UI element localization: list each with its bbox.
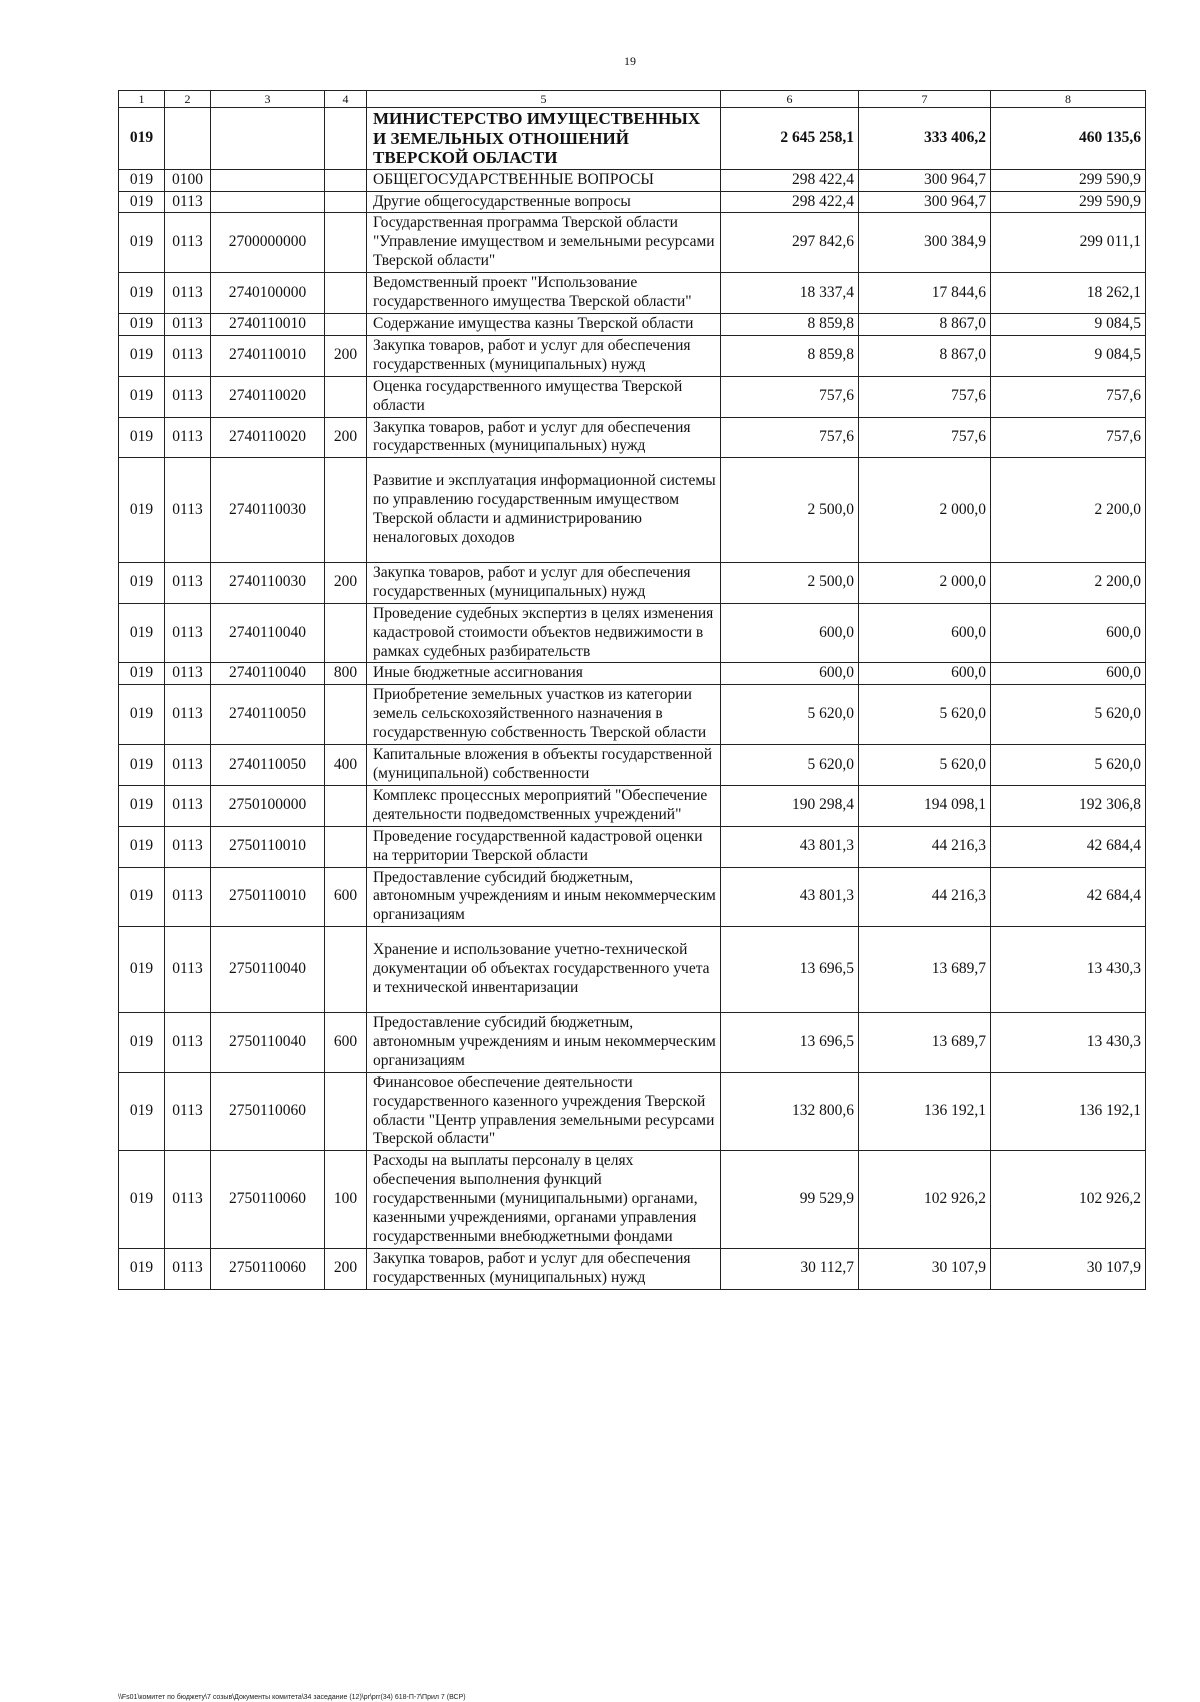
header-row [119, 91, 1146, 108]
cell-amount-year3: 757,6 [991, 376, 1146, 417]
cell-department-code: 019 [119, 1151, 165, 1249]
cell-section-code: 0113 [165, 313, 211, 335]
cell-section-code: 0113 [165, 1012, 211, 1072]
cell-expense-type [325, 213, 367, 273]
table-row [119, 273, 1146, 314]
table-row [119, 108, 1146, 170]
cell-amount-year3: 2 200,0 [991, 458, 1146, 563]
cell-section-code: 0113 [165, 273, 211, 314]
table-row [119, 169, 1146, 191]
header-cell: 4 [325, 91, 367, 108]
cell-section-code: 0113 [165, 663, 211, 685]
cell-amount-year1: 600,0 [721, 663, 859, 685]
cell-description: Расходы на выплаты персоналу в целях обеспечения выполнения функций государственными (муниципальными) органами, казенными учреждениями, органами управления государственными внебюджетными фондами [367, 1151, 721, 1249]
cell-amount-year1: 13 696,5 [721, 927, 859, 1013]
cell-amount-year1: 30 112,7 [721, 1248, 859, 1289]
cell-amount-year3: 460 135,6 [991, 108, 1146, 170]
cell-target-article [211, 169, 325, 191]
cell-section-code: 0113 [165, 335, 211, 376]
cell-amount-year1: 5 620,0 [721, 745, 859, 786]
cell-department-code: 019 [119, 685, 165, 745]
cell-amount-year2: 600,0 [859, 663, 991, 685]
cell-department-code: 019 [119, 927, 165, 1013]
table-row [119, 376, 1146, 417]
cell-description: МИНИСТЕРСТВО ИМУЩЕСТВЕННЫХ И ЗЕМЕЛЬНЫХ ОТНОШЕНИЙ ТВЕРСКОЙ ОБЛАСТИ [367, 108, 721, 170]
cell-department-code: 019 [119, 603, 165, 663]
table-row [119, 685, 1146, 745]
cell-description: Развитие и эксплуатация информационной системы по управлению государственным имуществом Тверской области и администрированию неналоговых доходов [367, 458, 721, 563]
cell-amount-year3: 9 084,5 [991, 335, 1146, 376]
cell-department-code: 019 [119, 169, 165, 191]
cell-amount-year3: 42 684,4 [991, 826, 1146, 867]
cell-section-code: 0113 [165, 458, 211, 563]
cell-amount-year1: 297 842,6 [721, 213, 859, 273]
cell-department-code: 019 [119, 663, 165, 685]
cell-description: Предоставление субсидий бюджетным, автономным учреждениям и иным некоммерческим организациям [367, 1012, 721, 1072]
cell-amount-year2: 5 620,0 [859, 685, 991, 745]
cell-amount-year1: 757,6 [721, 417, 859, 458]
cell-amount-year2: 44 216,3 [859, 867, 991, 927]
cell-amount-year2: 300 964,7 [859, 191, 991, 213]
cell-expense-type [325, 603, 367, 663]
cell-target-article: 2750110060 [211, 1072, 325, 1151]
cell-amount-year3: 9 084,5 [991, 313, 1146, 335]
cell-amount-year2: 300 384,9 [859, 213, 991, 273]
header-cell: 5 [367, 91, 721, 108]
cell-amount-year2: 13 689,7 [859, 1012, 991, 1072]
cell-department-code: 019 [119, 417, 165, 458]
cell-amount-year2: 102 926,2 [859, 1151, 991, 1249]
cell-description: Комплекс процессных мероприятий "Обеспечение деятельности подведомственных учреждений" [367, 785, 721, 826]
budget-table [118, 90, 1146, 1290]
header-cell: 6 [721, 91, 859, 108]
cell-target-article [211, 108, 325, 170]
cell-department-code: 019 [119, 1012, 165, 1072]
cell-target-article: 2750110040 [211, 927, 325, 1013]
cell-section-code: 0113 [165, 785, 211, 826]
cell-target-article [211, 191, 325, 213]
cell-expense-type [325, 313, 367, 335]
cell-target-article: 2750110010 [211, 826, 325, 867]
cell-description: Финансовое обеспечение деятельности государственного казенного учреждения Тверской области "Центр управления земельными ресурсами Тверской области" [367, 1072, 721, 1151]
cell-amount-year1: 2 500,0 [721, 458, 859, 563]
table-row [119, 1151, 1146, 1249]
cell-section-code: 0113 [165, 213, 211, 273]
cell-amount-year2: 757,6 [859, 417, 991, 458]
table-row [119, 562, 1146, 603]
cell-target-article: 2700000000 [211, 213, 325, 273]
cell-target-article: 2740100000 [211, 273, 325, 314]
cell-amount-year2: 600,0 [859, 603, 991, 663]
cell-amount-year2: 136 192,1 [859, 1072, 991, 1151]
cell-department-code: 019 [119, 313, 165, 335]
cell-amount-year1: 99 529,9 [721, 1151, 859, 1249]
cell-amount-year2: 333 406,2 [859, 108, 991, 170]
cell-expense-type [325, 108, 367, 170]
table-row [119, 213, 1146, 273]
cell-amount-year1: 2 645 258,1 [721, 108, 859, 170]
cell-description: Закупка товаров, работ и услуг для обеспечения государственных (муниципальных) нужд [367, 335, 721, 376]
cell-section-code [165, 108, 211, 170]
cell-section-code: 0113 [165, 867, 211, 927]
cell-expense-type [325, 1072, 367, 1151]
header-cell: 8 [991, 91, 1146, 108]
cell-amount-year1: 5 620,0 [721, 685, 859, 745]
cell-amount-year3: 600,0 [991, 663, 1146, 685]
cell-amount-year2: 194 098,1 [859, 785, 991, 826]
cell-amount-year2: 2 000,0 [859, 562, 991, 603]
cell-section-code: 0113 [165, 417, 211, 458]
cell-department-code: 019 [119, 335, 165, 376]
cell-description: ОБЩЕГОСУДАРСТВЕННЫЕ ВОПРОСЫ [367, 169, 721, 191]
cell-description: Закупка товаров, работ и услуг для обеспечения государственных (муниципальных) нужд [367, 562, 721, 603]
cell-amount-year2: 5 620,0 [859, 745, 991, 786]
cell-amount-year3: 30 107,9 [991, 1248, 1146, 1289]
header-cell: 1 [119, 91, 165, 108]
cell-amount-year1: 757,6 [721, 376, 859, 417]
cell-amount-year1: 8 859,8 [721, 313, 859, 335]
cell-department-code: 019 [119, 785, 165, 826]
table-row [119, 1072, 1146, 1151]
cell-department-code: 019 [119, 376, 165, 417]
cell-expense-type [325, 458, 367, 563]
cell-section-code: 0113 [165, 826, 211, 867]
table-row [119, 927, 1146, 1013]
table-row [119, 663, 1146, 685]
cell-target-article: 2740110010 [211, 335, 325, 376]
cell-description: Ведомственный проект "Использование государственного имущества Тверской области" [367, 273, 721, 314]
cell-department-code: 019 [119, 458, 165, 563]
cell-amount-year1: 298 422,4 [721, 169, 859, 191]
header-cell: 2 [165, 91, 211, 108]
cell-section-code: 0113 [165, 1151, 211, 1249]
cell-target-article: 2740110020 [211, 376, 325, 417]
cell-description: Другие общегосударственные вопросы [367, 191, 721, 213]
cell-section-code: 0113 [165, 562, 211, 603]
cell-description: Закупка товаров, работ и услуг для обеспечения государственных (муниципальных) нужд [367, 1248, 721, 1289]
cell-target-article: 2740110050 [211, 685, 325, 745]
cell-expense-type: 600 [325, 867, 367, 927]
table-body [119, 91, 1146, 1290]
cell-amount-year3: 5 620,0 [991, 745, 1146, 786]
cell-department-code: 019 [119, 826, 165, 867]
cell-target-article: 2740110050 [211, 745, 325, 786]
cell-section-code: 0113 [165, 191, 211, 213]
cell-description: Государственная программа Тверской области "Управление имуществом и земельными ресурсами Тверской области" [367, 213, 721, 273]
page-number: 19 [624, 54, 636, 68]
cell-target-article: 2750110060 [211, 1248, 325, 1289]
cell-amount-year1: 43 801,3 [721, 826, 859, 867]
cell-amount-year1: 132 800,6 [721, 1072, 859, 1151]
cell-department-code: 019 [119, 562, 165, 603]
cell-expense-type: 200 [325, 335, 367, 376]
cell-amount-year2: 757,6 [859, 376, 991, 417]
cell-target-article: 2740110030 [211, 458, 325, 563]
cell-amount-year3: 757,6 [991, 417, 1146, 458]
cell-amount-year1: 43 801,3 [721, 867, 859, 927]
cell-department-code: 019 [119, 745, 165, 786]
cell-amount-year2: 17 844,6 [859, 273, 991, 314]
cell-description: Оценка государственного имущества Тверской области [367, 376, 721, 417]
cell-description: Приобретение земельных участков из категории земель сельскохозяйственного назначения в государственную собственность Тверской области [367, 685, 721, 745]
table-row [119, 458, 1146, 563]
cell-amount-year1: 8 859,8 [721, 335, 859, 376]
cell-target-article: 2750110040 [211, 1012, 325, 1072]
cell-expense-type: 200 [325, 417, 367, 458]
cell-expense-type [325, 169, 367, 191]
cell-description: Предоставление субсидий бюджетным, автономным учреждениям и иным некоммерческим организациям [367, 867, 721, 927]
cell-amount-year2: 13 689,7 [859, 927, 991, 1013]
cell-target-article: 2740110030 [211, 562, 325, 603]
cell-amount-year2: 8 867,0 [859, 313, 991, 335]
cell-amount-year1: 190 298,4 [721, 785, 859, 826]
header-cell: 3 [211, 91, 325, 108]
cell-amount-year2: 44 216,3 [859, 826, 991, 867]
cell-amount-year2: 8 867,0 [859, 335, 991, 376]
cell-amount-year1: 13 696,5 [721, 1012, 859, 1072]
cell-department-code: 019 [119, 191, 165, 213]
cell-department-code: 019 [119, 867, 165, 927]
cell-expense-type [325, 191, 367, 213]
cell-amount-year3: 192 306,8 [991, 785, 1146, 826]
cell-expense-type: 600 [325, 1012, 367, 1072]
cell-expense-type [325, 927, 367, 1013]
cell-department-code: 019 [119, 273, 165, 314]
cell-section-code: 0113 [165, 685, 211, 745]
cell-expense-type [325, 376, 367, 417]
cell-target-article: 2750110010 [211, 867, 325, 927]
table-row [119, 745, 1146, 786]
cell-target-article: 2740110040 [211, 663, 325, 685]
cell-department-code: 019 [119, 213, 165, 273]
cell-description: Проведение государственной кадастровой оценки на территории Тверской области [367, 826, 721, 867]
cell-expense-type: 200 [325, 1248, 367, 1289]
cell-section-code: 0113 [165, 745, 211, 786]
cell-amount-year3: 299 590,9 [991, 169, 1146, 191]
cell-amount-year1: 18 337,4 [721, 273, 859, 314]
cell-description: Закупка товаров, работ и услуг для обеспечения государственных (муниципальных) нужд [367, 417, 721, 458]
cell-amount-year3: 299 590,9 [991, 191, 1146, 213]
table-row [119, 1248, 1146, 1289]
cell-expense-type: 100 [325, 1151, 367, 1249]
cell-target-article: 2740110040 [211, 603, 325, 663]
cell-amount-year3: 13 430,3 [991, 1012, 1146, 1072]
cell-target-article: 2740110020 [211, 417, 325, 458]
cell-target-article: 2750110060 [211, 1151, 325, 1249]
cell-section-code: 0113 [165, 603, 211, 663]
table-row [119, 603, 1146, 663]
cell-amount-year2: 2 000,0 [859, 458, 991, 563]
cell-amount-year3: 102 926,2 [991, 1151, 1146, 1249]
cell-amount-year3: 42 684,4 [991, 867, 1146, 927]
cell-expense-type: 200 [325, 562, 367, 603]
cell-amount-year3: 5 620,0 [991, 685, 1146, 745]
table-row [119, 867, 1146, 927]
table-row [119, 826, 1146, 867]
cell-section-code: 0113 [165, 1248, 211, 1289]
cell-description: Капитальные вложения в объекты государственной (муниципальной) собственности [367, 745, 721, 786]
cell-target-article: 2750100000 [211, 785, 325, 826]
cell-section-code: 0100 [165, 169, 211, 191]
cell-amount-year3: 136 192,1 [991, 1072, 1146, 1151]
cell-amount-year1: 298 422,4 [721, 191, 859, 213]
cell-amount-year3: 600,0 [991, 603, 1146, 663]
cell-amount-year3: 2 200,0 [991, 562, 1146, 603]
table-row [119, 785, 1146, 826]
table-row [119, 335, 1146, 376]
table-row [119, 1012, 1146, 1072]
header-cell: 7 [859, 91, 991, 108]
cell-section-code: 0113 [165, 376, 211, 417]
cell-description: Хранение и использование учетно-технической документации об объектах государственного учета и технической инвентаризации [367, 927, 721, 1013]
cell-department-code: 019 [119, 108, 165, 170]
cell-expense-type [325, 785, 367, 826]
cell-amount-year3: 18 262,1 [991, 273, 1146, 314]
cell-amount-year3: 299 011,1 [991, 213, 1146, 273]
cell-expense-type: 800 [325, 663, 367, 685]
footer-file-path: \\Fs01\комитет по бюджету\7 созыв\Документы комитета\34 заседание (12)\pr\prr(34) 618-П-7\Прил 7 (ВСР) [118, 1694, 466, 1701]
cell-target-article: 2740110010 [211, 313, 325, 335]
cell-description: Иные бюджетные ассигнования [367, 663, 721, 685]
cell-department-code: 019 [119, 1248, 165, 1289]
cell-expense-type [325, 273, 367, 314]
cell-amount-year2: 300 964,7 [859, 169, 991, 191]
table-row [119, 417, 1146, 458]
cell-department-code: 019 [119, 1072, 165, 1151]
cell-amount-year3: 13 430,3 [991, 927, 1146, 1013]
cell-expense-type [325, 826, 367, 867]
cell-amount-year1: 2 500,0 [721, 562, 859, 603]
table-row [119, 313, 1146, 335]
cell-description: Содержание имущества казны Тверской области [367, 313, 721, 335]
cell-expense-type [325, 685, 367, 745]
cell-expense-type: 400 [325, 745, 367, 786]
cell-amount-year1: 600,0 [721, 603, 859, 663]
table-row [119, 191, 1146, 213]
cell-description: Проведение судебных экспертиз в целях изменения кадастровой стоимости объектов недвижимости в рамках судебных разбирательств [367, 603, 721, 663]
cell-section-code: 0113 [165, 927, 211, 1013]
cell-amount-year2: 30 107,9 [859, 1248, 991, 1289]
cell-section-code: 0113 [165, 1072, 211, 1151]
